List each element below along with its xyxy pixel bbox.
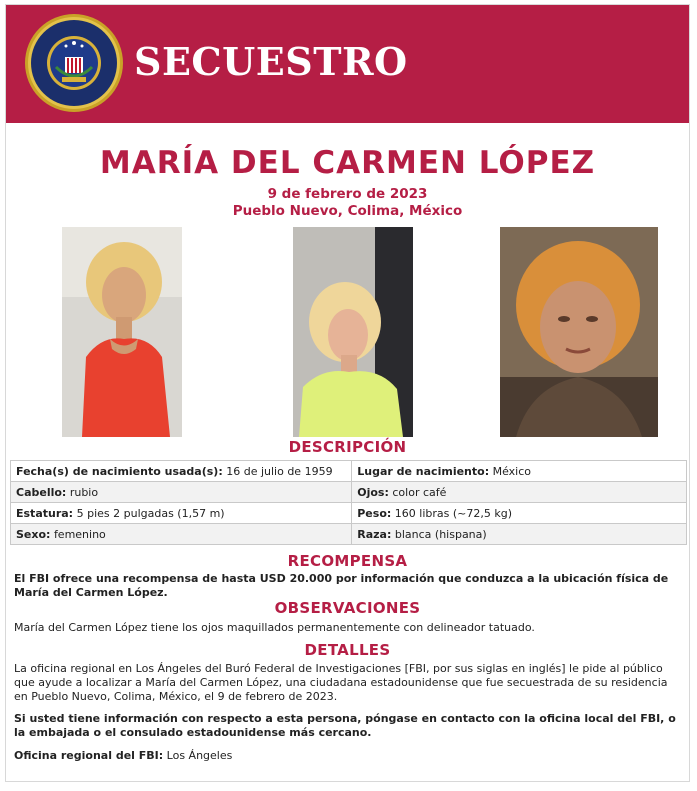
field-value: 16 de julio de 1959 xyxy=(226,464,333,478)
remarks-text: María del Carmen López tiene los ojos maquillados permanentemente con delineador tatuado. xyxy=(14,621,535,634)
field-label: Cabello: xyxy=(16,485,67,499)
field-label: Ojos: xyxy=(357,485,389,499)
field-office-label: Oficina regional del FBI: xyxy=(14,749,164,762)
field-value: 5 pies 2 pulgadas (1,57 m) xyxy=(76,506,225,520)
fbi-seal-icon xyxy=(24,13,124,113)
description-row xyxy=(11,503,687,524)
description-heading: DESCRIPCIÓN xyxy=(288,438,407,456)
contact-text: Si usted tiene información con respecto a esta persona, póngase en contacto con la oficina local del FBI, o la embajada o el consulado estadounidense más cercano. xyxy=(14,712,676,739)
reward-text: El FBI ofrece una recompensa de hasta USD 20.000 por información que conduzca a la ubicación física de María del Carmen López. xyxy=(14,572,669,599)
description-cell xyxy=(352,482,687,503)
photo-red-dress xyxy=(62,227,182,437)
field-label: Lugar de nacimiento: xyxy=(357,464,490,478)
field-label: Estatura: xyxy=(16,506,74,520)
wanted-poster xyxy=(5,4,690,782)
field-value: femenino xyxy=(53,527,106,541)
description-cell xyxy=(11,524,352,545)
field-label: Peso: xyxy=(357,506,392,520)
details-text: La oficina regional en Los Ángeles del Buró Federal de Investigaciones [FBI, por sus siglas en inglés] le pide al público que ayude a localizar a María del Carmen López, una ciudadana estadounidense que fue secuestrada de su residencia en Pueblo Nuevo, Colima, México, el 9 de febrero de 2023. xyxy=(14,662,668,703)
subject-name: MARÍA DEL CARMEN LÓPEZ xyxy=(99,145,596,181)
description-cell xyxy=(11,482,352,503)
field-label: Raza: xyxy=(357,527,392,541)
field-label: Fecha(s) de nacimiento usada(s): xyxy=(16,464,223,478)
header-banner xyxy=(6,5,689,123)
photo-yellow-top xyxy=(293,227,413,437)
description-row xyxy=(11,461,687,482)
description-row xyxy=(11,524,687,545)
incident-date: 9 de febrero de 2023 xyxy=(267,186,428,202)
incident-place: Pueblo Nuevo, Colima, México xyxy=(232,203,463,219)
field-value: rubio xyxy=(69,485,99,499)
field-value: blanca (hispana) xyxy=(394,527,487,541)
field-office xyxy=(14,749,682,763)
reward-heading: RECOMPENSA xyxy=(287,552,408,570)
description-row xyxy=(11,482,687,503)
field-value: México xyxy=(492,464,532,478)
description-cell xyxy=(352,503,687,524)
description-cell xyxy=(11,503,352,524)
description-cell xyxy=(352,524,687,545)
description-table xyxy=(10,460,687,545)
field-value: color café xyxy=(392,485,447,499)
field-value: 160 libras (~72,5 kg) xyxy=(394,506,512,520)
details-heading: DETALLES xyxy=(304,641,391,659)
field-label: Sexo: xyxy=(16,527,51,541)
banner-title: SECUESTRO xyxy=(134,39,408,84)
remarks-heading: OBSERVACIONES xyxy=(274,599,421,617)
description-cell xyxy=(352,461,687,482)
photo-portrait-sepia xyxy=(500,227,658,437)
field-office-value: Los Ángeles xyxy=(166,749,233,762)
description-cell xyxy=(11,461,352,482)
